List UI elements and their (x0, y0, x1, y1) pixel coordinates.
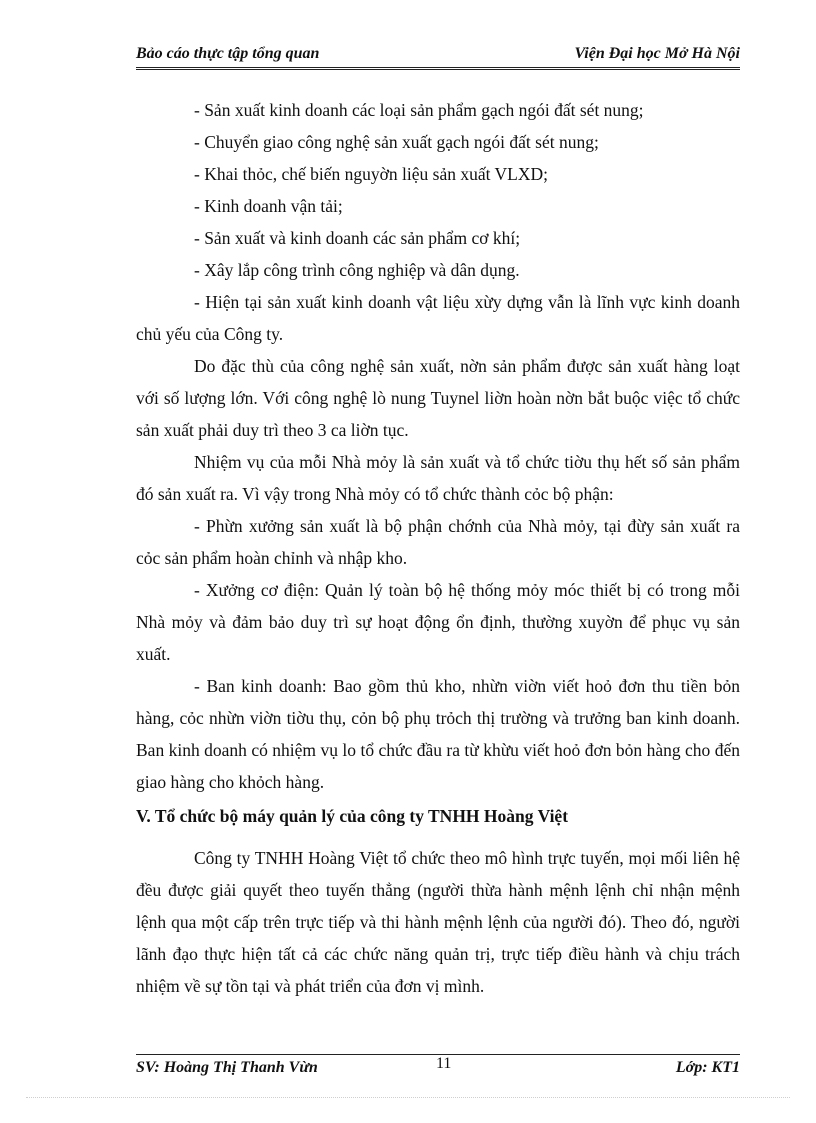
list-item: - Khai thỏc, chế biến nguyờn liệu sản xuất VLXD; (194, 164, 548, 184)
list-item: - Kinh doanh vận tải; (194, 196, 343, 216)
list-item: - Sản xuất và kinh doanh các sản phẩm cơ khí; (194, 228, 521, 248)
list-item: - Hiện tại sản xuất kinh doanh vật liệu xừy dựng vẫn là lĩnh vực kinh doanh chủ yếu của Công ty. (136, 292, 740, 344)
footer-student-name: SV: Hoàng Thị Thanh Vừn (136, 1059, 318, 1076)
paragraph: Công ty TNHH Hoàng Việt tổ chức theo mô hình trực tuyến, mọi mối liên hệ đều được giải quyết theo tuyến thẳng (người thừa hành mệnh lệnh chỉ nhận mệnh lệnh qua một cấp trên trực tiếp và thi hành mệnh lệnh của người đó). Theo đó, người lãnh đạo thực hiện tất cả các chức năng quản trị, trực tiếp điều hành và chịu trách nhiệm về sự tồn tại và phát triển của đơn vị mình. (136, 848, 740, 996)
list-item: - Sản xuất kinh doanh các loại sản phẩm gạch ngói đất sét nung; (194, 100, 644, 120)
page-footer (136, 1054, 740, 1079)
paragraph: Do đặc thù của công nghệ sản xuất, nờn sản phẩm được sản xuất hàng loạt với số lượng lớn. Với công nghệ lò nung Tuynel liờn hoàn nờn bắt buộc việc tổ chức sản xuất phải duy trì theo 3 ca liờn tục. (136, 356, 740, 440)
list-item: - Chuyển giao công nghệ sản xuất gạch ngói đất sét nung; (194, 132, 599, 152)
header-institution: Viện Đại học Mở Hà Nội (574, 45, 740, 62)
list-item: - Xây lắp công trình công nghiệp và dân dụng. (194, 260, 520, 280)
list-item: - Ban kinh doanh: Bao gồm thủ kho, nhừn viờn viết hoỏ đơn thu tiền bỏn hàng, cỏc nhừn viờn tiờu thụ, cỏn bộ phụ trỏch thị trường và trưởng ban kinh doanh. Ban kinh doanh có nhiệm vụ lo tổ chức đầu ra từ khừu viết hoỏ đơn bỏn hàng cho đến giao hàng cho khỏch hàng. (136, 676, 740, 792)
list-item: - Phừn xưởng sản xuất là bộ phận chớnh của Nhà mỏy, tại đừy sản xuất ra cỏc sản phẩm hoàn chỉnh và nhập kho. (136, 516, 740, 568)
page-header (136, 45, 740, 70)
section-heading: V. Tổ chức bộ máy quản lý của công ty TNHH Hoàng Việt (136, 806, 569, 826)
page-content (136, 94, 740, 1002)
list-item: - Xưởng cơ điện: Quản lý toàn bộ hệ thống mỏy móc thiết bị có trong mỗi Nhà mỏy và đảm bảo duy trì sự hoạt động ổn định, thường xuyờn để phục vụ sản xuất. (136, 580, 740, 664)
footer-class: Lớp: KT1 (675, 1059, 740, 1076)
footer-page-number: 11 (436, 1055, 452, 1072)
paragraph: Nhiệm vụ của mỗi Nhà mỏy là sản xuất và tổ chức tiờu thụ hết số sản phẩm đó sản xuất ra. Vì vậy trong Nhà mỏy có tổ chức thành cỏc bộ phận: (136, 452, 740, 504)
page-edge-divider (26, 1097, 790, 1098)
header-report-title: Bảo cáo thực tập tổng quan (136, 45, 320, 62)
